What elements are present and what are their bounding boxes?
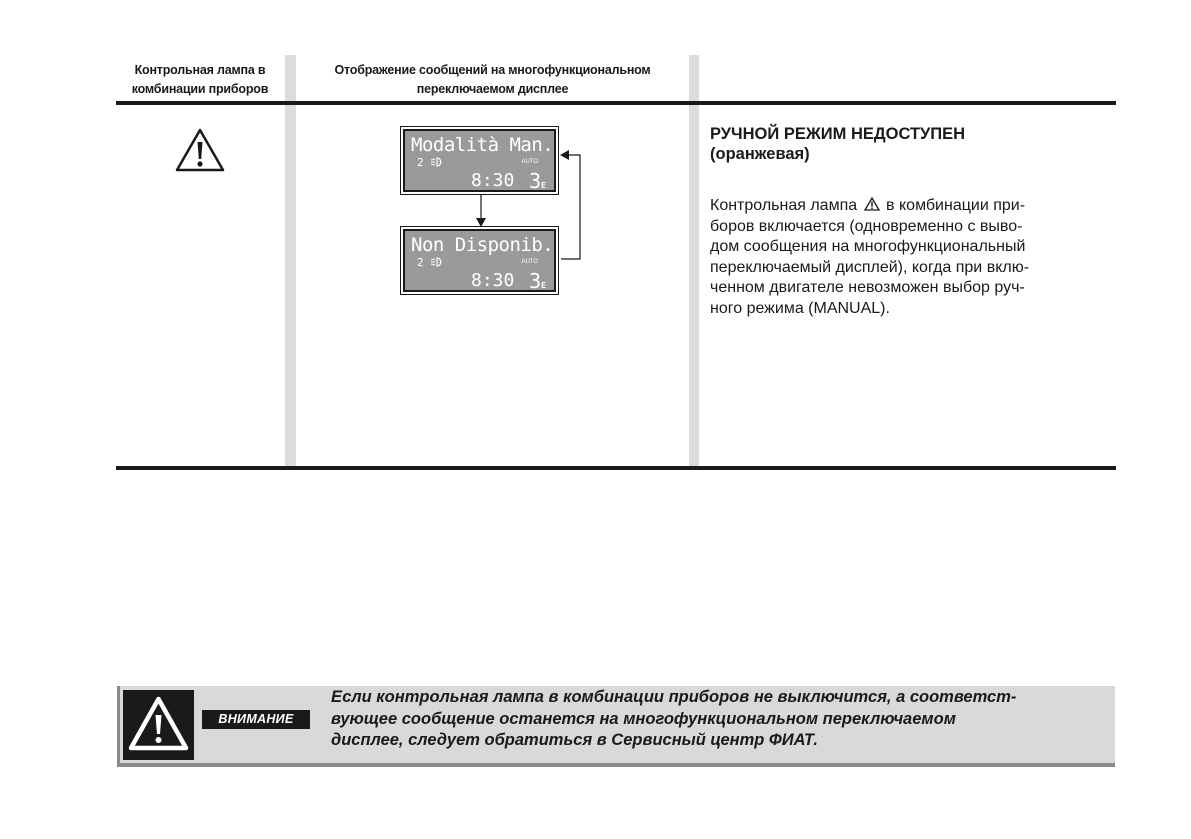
auto-indicator: AUTO <box>521 159 538 165</box>
lamp-color-note: (оранжевая) <box>710 145 810 163</box>
warning-line: дисплее, следует обратиться в Сервисный центр ФИАТ. <box>331 731 818 749</box>
description-line: дом сообщения на многофункциональный <box>710 238 1026 255</box>
warning-box-shadow-left <box>117 686 120 767</box>
auto-indicator: AUTO <box>521 259 538 265</box>
headlight-level: 2 <box>417 156 424 169</box>
gear-indicator: 3E <box>529 169 546 193</box>
description-line: ченном двигателе невозможен выбор руч- <box>710 279 1025 296</box>
column-divider-2 <box>689 55 699 470</box>
column-divider-1 <box>285 55 296 470</box>
description-line: переключаемый дисплей), когда при вклю- <box>710 258 1030 276</box>
warning-badge: ВНИМАНИЕ <box>202 710 310 729</box>
clock-time: 8:30 <box>471 270 515 291</box>
headlight-icon <box>430 257 443 267</box>
warning-triangle-icon <box>174 127 226 173</box>
description-line: ного режима (MANUAL). <box>710 299 890 317</box>
display-line-1: Non Disponib. <box>411 234 554 256</box>
warning-triangle-icon <box>123 690 194 760</box>
headlight-level: 2 <box>417 256 424 269</box>
description-text <box>710 196 1115 319</box>
description-line: Контрольная лампа в комбинации при- <box>710 197 1026 214</box>
warning-sign <box>123 690 194 760</box>
warning-box-shadow-bottom <box>119 763 1115 767</box>
clock-time: 8:30 <box>471 170 515 191</box>
display-line-2 <box>417 156 443 169</box>
warning-triangle-inline-icon <box>864 197 880 211</box>
display-line-1: Modalità Man. <box>411 134 554 156</box>
warning-line: Если контрольная лампа в комбинации приборов не выключится, а соответст- <box>331 688 1017 706</box>
cycle-arrow-icon <box>470 150 585 262</box>
bottom-rule <box>116 466 1116 470</box>
headlight-icon <box>430 157 443 167</box>
display-line-2 <box>417 256 443 269</box>
header-display-messages: Отображение сообщений на многофункциональном переключаемом дисплее <box>334 63 651 96</box>
gear-indicator: 3E <box>529 269 546 293</box>
header-rule <box>116 101 1116 105</box>
description-line: боров включается (одновременно с выво- <box>710 217 1023 235</box>
header-warning-lamp: Контрольная лампа в комбинации приборов <box>131 63 269 96</box>
warning-text <box>331 687 1111 752</box>
warning-line: вующее сообщение останется на многофункциональном переключаемом <box>331 709 956 728</box>
section-title: РУЧНОЙ РЕЖИМ НЕДОСТУПЕН (оранжевая) <box>710 124 1110 164</box>
